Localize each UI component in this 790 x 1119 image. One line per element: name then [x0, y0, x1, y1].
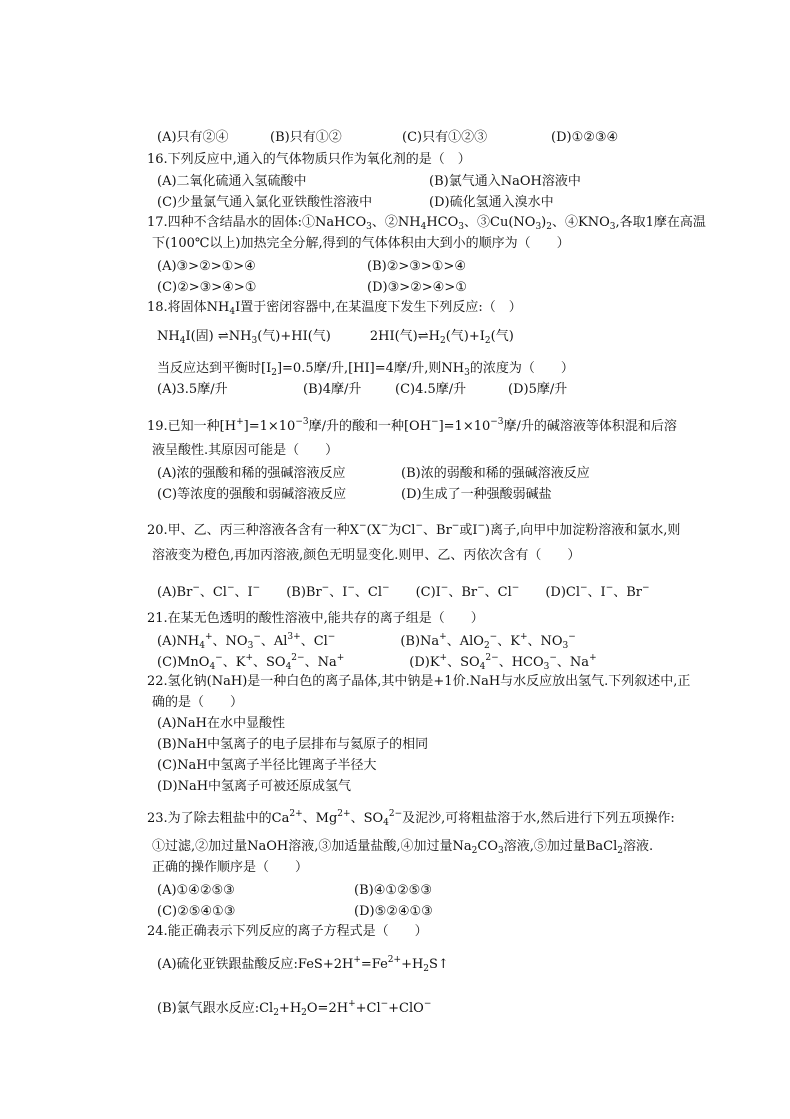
- question-line: $NH_4I$(固) $\rightleftharpoons NH_3$(气)+HI(气) 2HI(气)$\rightleftharpoons H_2$(气)$+I_2$(气): [157, 329, 514, 346]
- question-line: 正确的操作顺序是（ ）: [152, 860, 309, 875]
- question-text: 21.在某无色透明的酸性溶液中,能共存的离子组是（ ）: [147, 611, 484, 626]
- option-text: (A)③>②>①>④: [157, 259, 256, 274]
- question-line: (A)Br−、Cl−、I− (B)Br−、I−、Cl− (C)I−、Br−、Cl− (D)Cl−、I−、Br−: [157, 583, 650, 600]
- question-text: 18.将固体$NH_4I$置于密闭容器中,在某温度下发生下列反应:（ ）: [147, 300, 522, 317]
- question-line: (B)氯气跟水反应$:Cl_2+H_2O=2H^++Cl^-+ClO^-$: [157, 999, 432, 1018]
- question-text: 17.四种不含结晶水的固体:①NaHCO$_3$、$②NH_4HCO_3$、$③Cu(NO_3)_2$、$④KNO_3$,各取1摩在高温: [147, 215, 706, 232]
- option-text: (A)①④②⑤③: [157, 883, 235, 898]
- question-line: (A)NaH在水中显酸性: [157, 716, 285, 731]
- option-text: (B)4摩/升: [303, 382, 362, 397]
- question-line: 当反应达到平衡时$[I_2]=0.5$摩/升,[HI]=4摩/升,则$NH_3$的浓度为（ ）: [157, 361, 574, 378]
- option-text: (B)④①②⑤③: [354, 883, 432, 898]
- question-line: 下(100℃以上)加热完全分解,得到的气体体积由大到小的顺序为（ ）: [152, 236, 570, 251]
- question-text: 16.下列反应中,通入的气体物质只作为氧化剂的是（ ）: [147, 152, 471, 167]
- question-text: 20.甲、乙、丙三种溶液各含有一种X−(X−为Cl−、Br−或I−)离子,向甲中加淀粉溶液和氯水,则: [147, 521, 681, 538]
- question-line: (B)NaH中氢离子的电子层排布与氦原子的相同: [157, 737, 429, 752]
- option-text: (C)②>③>④>①: [157, 280, 257, 295]
- option-text: (B)只有①②: [270, 130, 342, 145]
- option-text: (A)二氧化硫通入氢硫酸中: [157, 174, 307, 189]
- question-text: 22.氢化钠(NaH)是一种白色的离子晶体,其中钠是+1价.NaH与水反应放出氢气.下列叙述中,正: [147, 674, 691, 689]
- option-text: (A)浓的强酸和稀的强碱溶液反应: [157, 466, 346, 481]
- question-line: 液呈酸性.其原因可能是（ ）: [152, 443, 339, 458]
- option-text: (B)氯气通入NaOH溶液中: [429, 174, 581, 189]
- option-text: (D)生成了一种强酸弱碱盐: [401, 487, 552, 502]
- option-text: (C)②⑤④①③: [157, 904, 236, 919]
- option-text: (D)⑤②④①③: [354, 904, 433, 919]
- question-line: 确的是（ ）: [152, 695, 244, 710]
- question-line: (D)NaH中氢离子可被还原成氢气: [157, 779, 352, 794]
- question-text: 19.已知一种$[H^+]=1\times 10^{-3}$摩/升的酸和一种$[OH^-]=1\times 10^{-3}$摩/升的碱溶液等体积混和后溶: [147, 417, 677, 434]
- option-text: (C)等浓度的强酸和弱碱溶液反应: [157, 487, 347, 502]
- question-line: (A)硫化亚铁跟盐酸反应$:FeS+2H^+=Fe^{2+}+H_2S↑$: [157, 955, 449, 974]
- option-text: (D)5摩/升: [508, 382, 568, 397]
- option-text: (B)②>③>①>④: [367, 259, 466, 274]
- option-text: (B)浓的弱酸和稀的强碱溶液反应: [401, 466, 590, 481]
- option-text: (C)4.5摩/升: [395, 382, 467, 397]
- question-line: 溶液变为橙色,再加丙溶液,颜色无明显变化.则甲、乙、丙依次含有（ ）: [152, 548, 581, 563]
- option-text: (D)③>②>④>①: [367, 280, 467, 295]
- option-text: (D)①②③④: [551, 130, 619, 145]
- question-text: 23.为了除去粗盐中的$Ca^{2+}$、$Mg^{2+}$、$SO_4^{2-}$及泥沙,可将粗盐溶于水,然后进行下列五项操作:: [147, 809, 675, 828]
- option-text: (A)3.5摩/升: [157, 382, 228, 397]
- question-line: (C)MnO$_4$−、K+、$SO_4^{2-}$、Na+ (D)K+、$SO_4^{2-}$、$HCO_3^-$、Na+: [157, 653, 597, 672]
- option-text: (D)硫化氢通入溴水中: [429, 195, 554, 210]
- question-line: (C)NaH中氢离子半径比锂离子半径大: [157, 758, 377, 773]
- option-text: (A)只有②④: [157, 130, 229, 145]
- question-line: $(A)NH_4^+$、$NO_3^-$、$Al^{3+}$、Cl− (B)Na+、AlO$_2$−、K+、$NO_3^-$: [157, 632, 576, 651]
- question-text: 24.能正确表示下列反应的离子方程式是（ ）: [147, 924, 428, 939]
- option-text: (C)只有①②③: [402, 130, 488, 145]
- option-text: (C)少量氯气通入氯化亚铁酸性溶液中: [157, 195, 373, 210]
- question-line: ①过滤,②加过量NaOH溶液,③加适量盐酸,④加过量$Na_2CO_3$溶液,⑤加过量BaCl$_2$溶液.: [152, 839, 654, 856]
